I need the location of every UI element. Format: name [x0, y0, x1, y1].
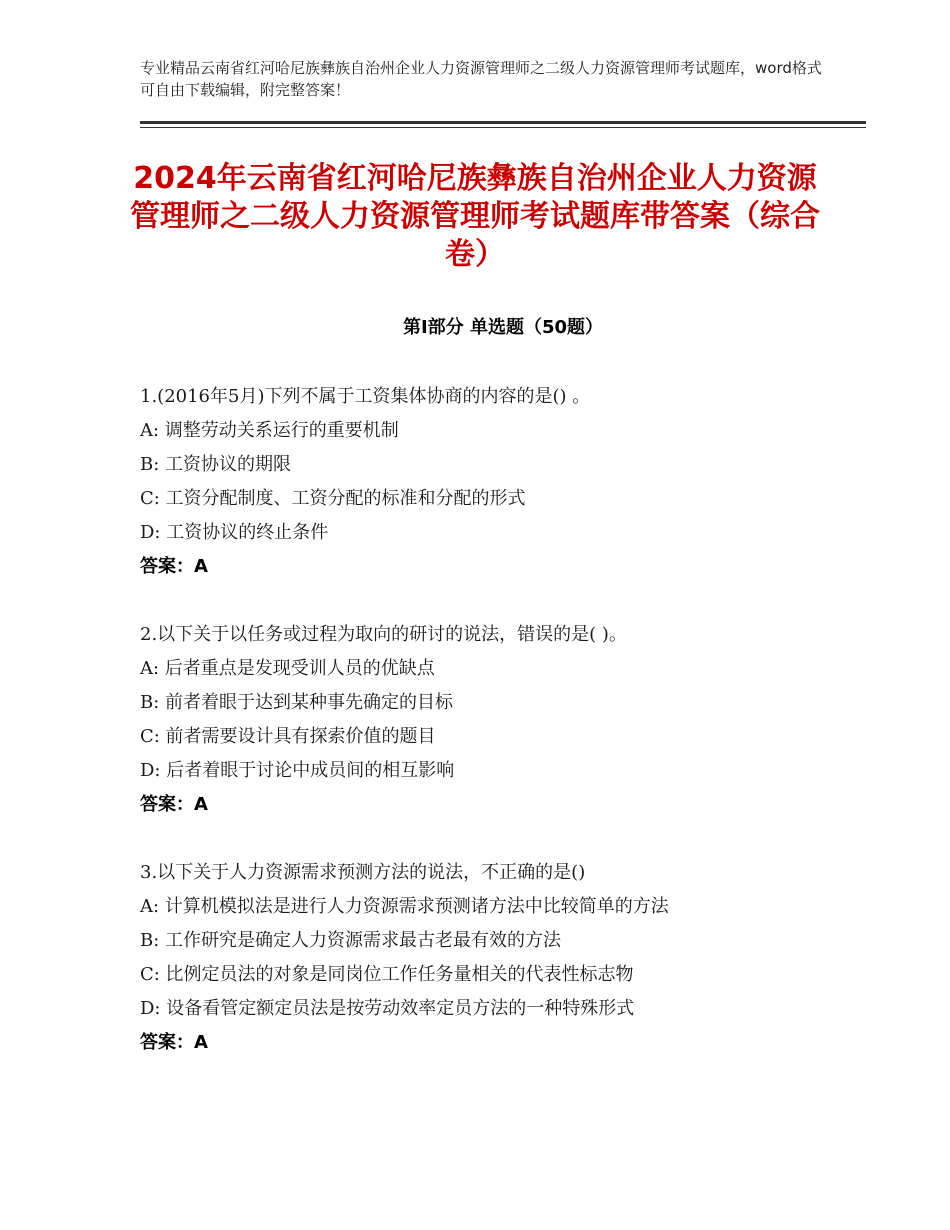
question-1 — [140, 380, 866, 584]
option-d: D: 工资协议的终止条件 — [140, 522, 329, 543]
option-a: A: 调整劳动关系运行的重要机制 — [140, 420, 399, 441]
answer: 答案：A — [140, 1032, 208, 1053]
option-d: D: 设备看管定额定员法是按劳动效率定员方法的一种特殊形式 — [140, 998, 635, 1019]
option-a: A: 后者重点是发现受训人员的优缺点 — [140, 658, 435, 679]
section-title: 第Ⅰ部分 单选题（50题） — [402, 317, 603, 338]
answer: 答案：A — [140, 556, 208, 577]
question-2 — [140, 618, 866, 822]
header-note: 专业精品云南省红河哈尼族彝族自治州企业人力资源管理师之二级人力资源管理师考试题库，word格式可自由下载编辑，附完整答案！ — [140, 59, 822, 99]
document-title: 2024年云南省红河哈尼族彝族自治州企业人力资源管理师之二级人力资源管理师考试题库带答案（综合卷） — [130, 161, 820, 272]
option-c: C: 比例定员法的对象是同岗位工作任务量相关的代表性标志物 — [140, 964, 634, 985]
option-b: B: 前者着眼于达到某种事先确定的目标 — [140, 692, 454, 713]
option-d: D: 后者着眼于讨论中成员间的相互影响 — [140, 760, 455, 781]
option-b: B: 工作研究是确定人力资源需求最古老最有效的方法 — [140, 930, 562, 951]
question-stem: 3.以下关于人力资源需求预测方法的说法，不正确的是() — [140, 862, 586, 883]
header-divider-thick — [140, 121, 866, 124]
question-stem: 2.以下关于以任务或过程为取向的研讨的说法，错误的是( )。 — [140, 624, 627, 645]
option-a: A: 计算机模拟法是进行人力资源需求预测诸方法中比较简单的方法 — [140, 896, 669, 917]
option-b: B: 工资协议的期限 — [140, 454, 292, 475]
option-c: C: 工资分配制度、工资分配的标准和分配的形式 — [140, 488, 526, 509]
header-divider-thin — [140, 127, 866, 128]
option-c: C: 前者需要设计具有探索价值的题目 — [140, 726, 436, 747]
answer: 答案：A — [140, 794, 208, 815]
question-3 — [140, 856, 866, 1060]
question-stem: 1.(2016年5月)下列不属于工资集体协商的内容的是() 。 — [140, 386, 591, 407]
